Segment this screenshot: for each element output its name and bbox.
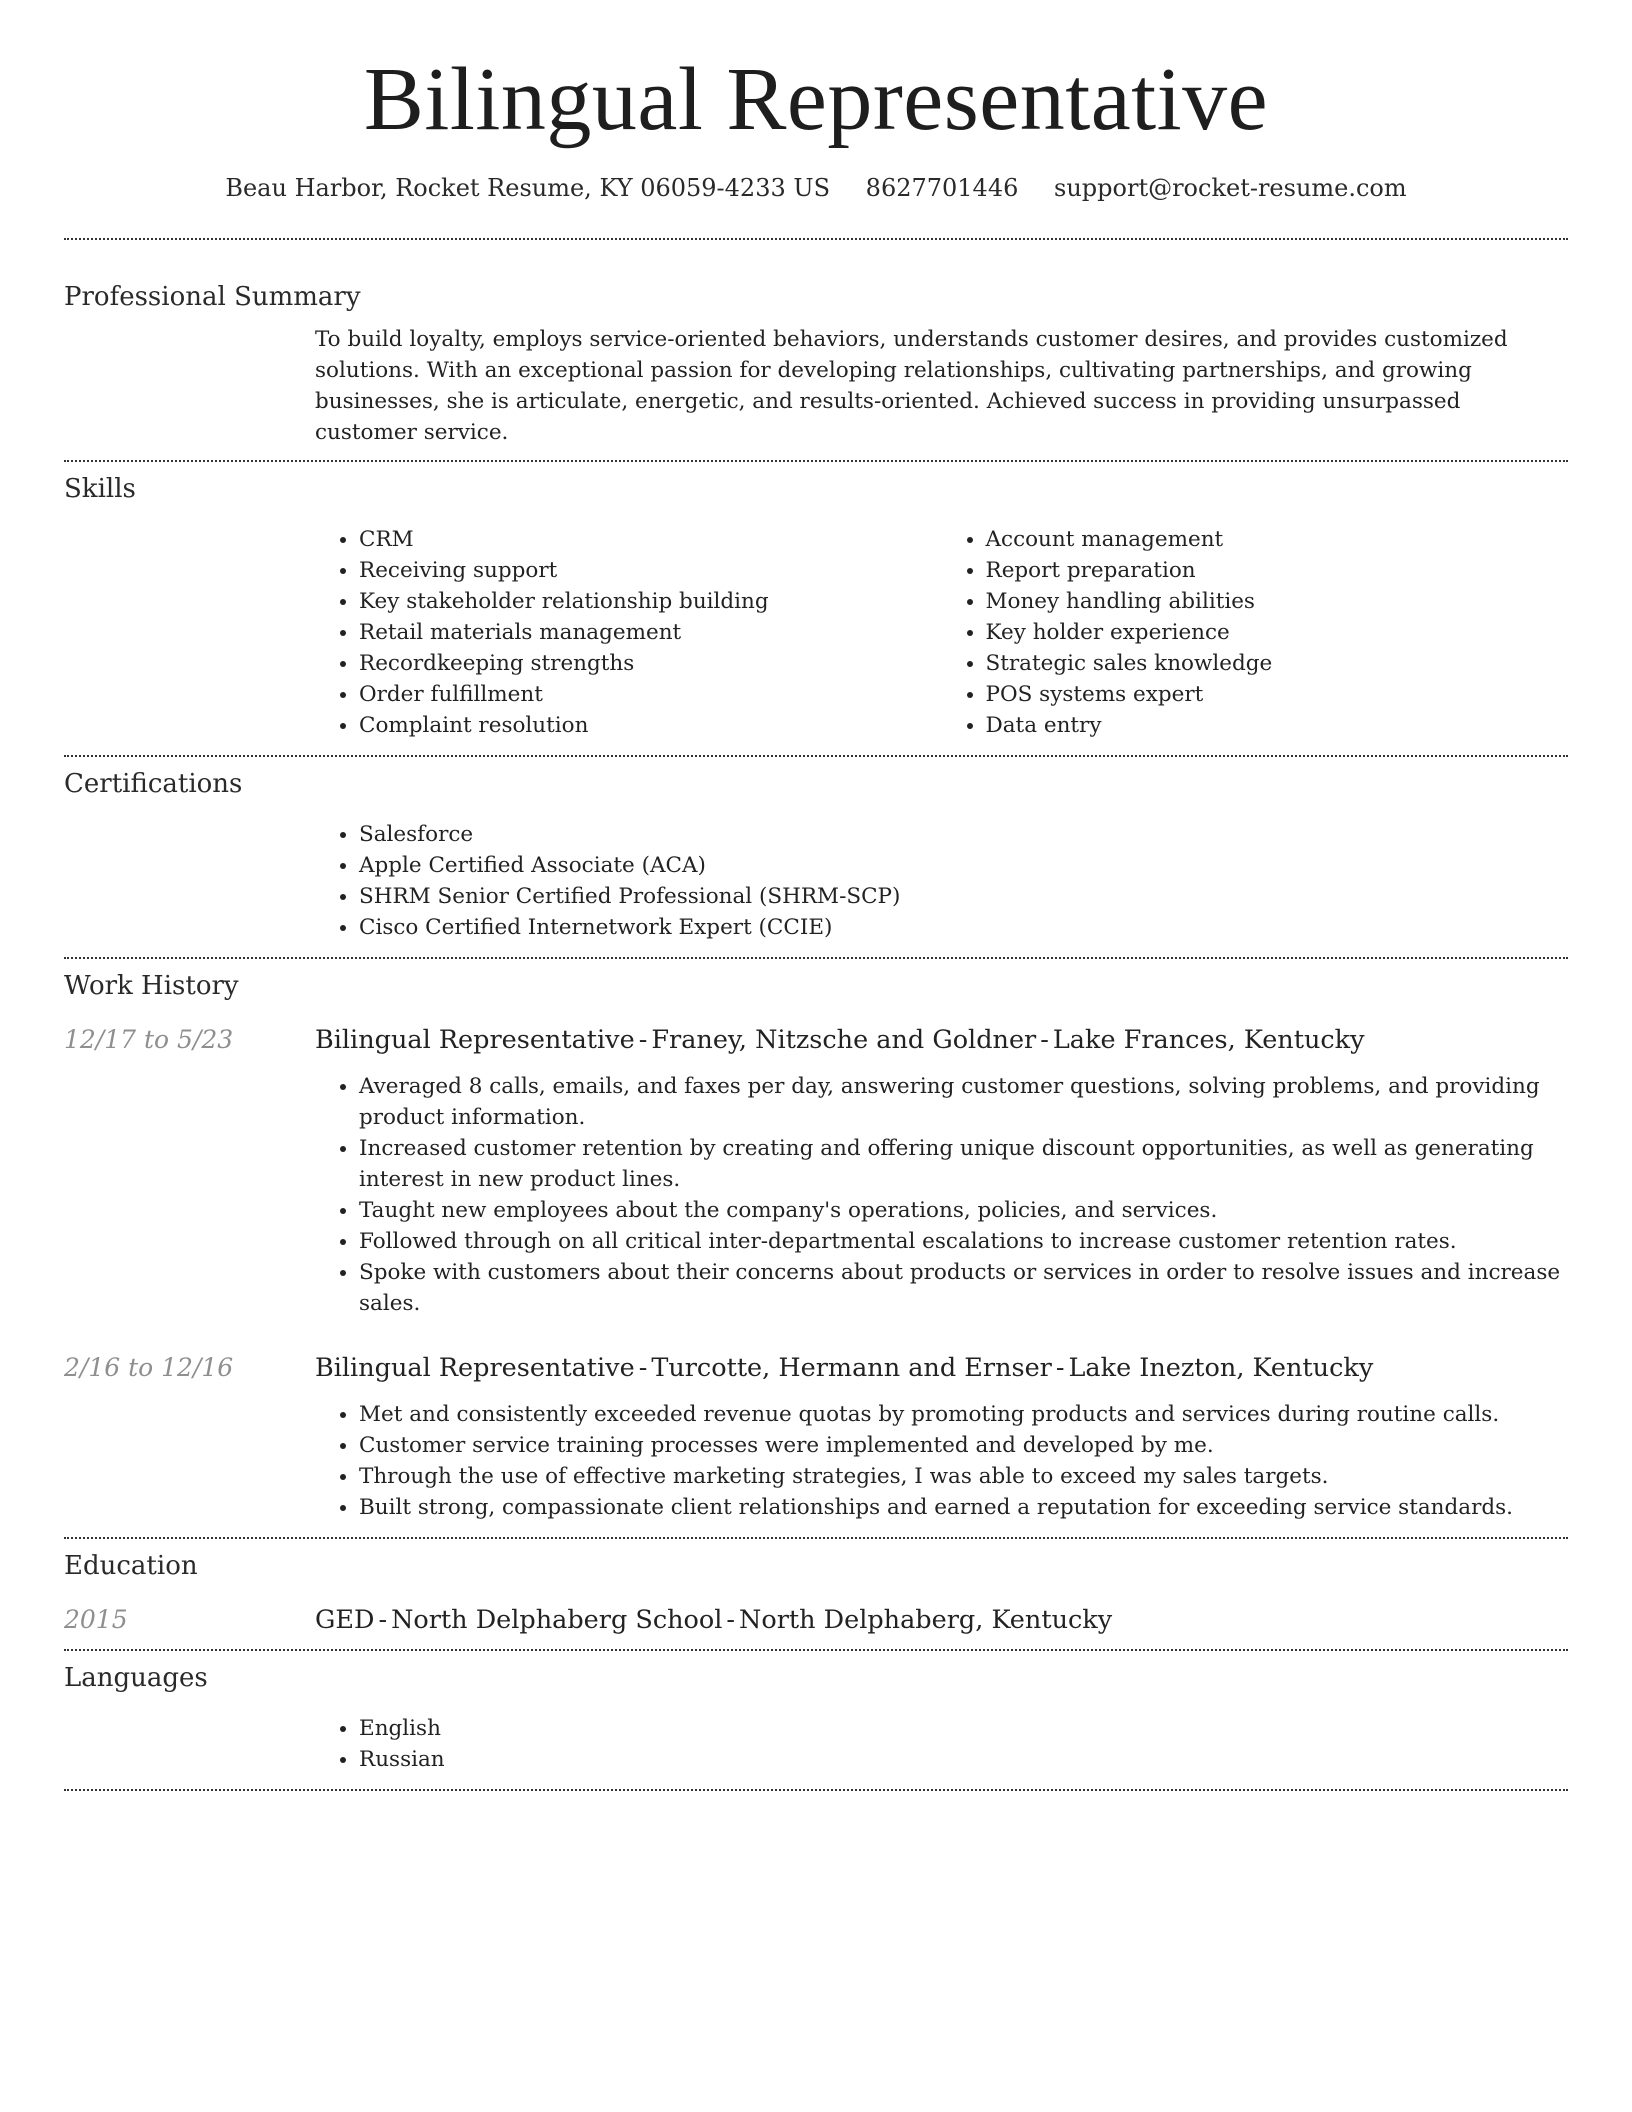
skills-list-left — [315, 524, 942, 741]
contact-phone: 8627701446 — [865, 174, 1019, 202]
skill-item: • Money handling abilities — [986, 586, 1569, 617]
education-year: 2015 — [64, 1605, 128, 1634]
section-title-certifications: Certifications — [64, 769, 243, 799]
job-header — [64, 1023, 1568, 1057]
job-bullet: • Customer service training processes were implemented and developed by me. — [359, 1430, 1568, 1461]
summary-text: To build loyalty, employs service-oriented behaviors, understands customer desires, and provides customized solutions. With an exceptional passion for developing relationships, cultivating partnerships, and growing businesses, she is articulate, energetic, and results-oriented. Achieved success in providing unsurpassed customer service. — [315, 327, 1508, 445]
job-title — [315, 1351, 1373, 1385]
contact-email: support@rocket-resume.com — [1054, 174, 1407, 202]
separator: - — [378, 1605, 388, 1635]
section-title-education: Education — [64, 1551, 198, 1581]
job-header — [64, 1351, 1568, 1385]
language-item: • English — [359, 1713, 1568, 1744]
language-item: • Russian — [359, 1744, 1568, 1775]
job-bullet: • Met and consistently exceeded revenue quotas by promoting products and services during routine calls. — [359, 1399, 1568, 1430]
education-location: North Delphaberg, Kentucky — [739, 1605, 1113, 1635]
separator: - — [1040, 1025, 1049, 1055]
job-bullet: • Followed through on all critical inter-departmental escalations to increase customer retention rates. — [359, 1226, 1568, 1257]
education-section — [64, 1539, 1568, 1649]
languages-body — [315, 1713, 1568, 1775]
job-bullet: • Through the use of effective marketing strategies, I was able to exceed my sales targets. — [359, 1461, 1568, 1492]
work-history-section — [64, 959, 1568, 1537]
skills-grid — [315, 524, 1568, 741]
job-role: Bilingual Representative — [315, 1353, 635, 1383]
languages-list — [315, 1713, 1568, 1775]
section-title-summary: Professional Summary — [64, 282, 361, 312]
job-bullets — [315, 1071, 1568, 1319]
skills-list-right — [942, 524, 1569, 741]
job-dates: 2/16 to 12/16 — [64, 1353, 234, 1382]
skill-item: • Order fulfillment — [359, 679, 942, 710]
job-bullets — [315, 1399, 1568, 1523]
education-school: North Delphaberg School — [391, 1605, 723, 1635]
skill-item: • Complaint resolution — [359, 710, 942, 741]
skill-item: • CRM — [359, 524, 942, 555]
certification-item: • SHRM Senior Certified Professional (SHRM-SCP) — [359, 881, 1568, 912]
section-title-skills: Skills — [64, 474, 136, 504]
job-location: Lake Frances, Kentucky — [1052, 1025, 1365, 1055]
divider — [64, 1789, 1568, 1791]
job-details — [315, 1071, 1568, 1319]
summary-section — [64, 240, 1568, 460]
contact-address: Beau Harbor, Rocket Resume, KY 06059-4233 US — [225, 174, 831, 202]
certifications-body — [315, 819, 1568, 943]
skill-item: • Strategic sales knowledge — [986, 648, 1569, 679]
skill-item: • Retail materials management — [359, 617, 942, 648]
certifications-list — [315, 819, 1568, 943]
skill-item: • Account management — [986, 524, 1569, 555]
skill-item: • Data entry — [986, 710, 1569, 741]
skills-section — [64, 462, 1568, 755]
job-details — [315, 1399, 1568, 1523]
section-title-languages: Languages — [64, 1663, 208, 1693]
job-title — [315, 1023, 1365, 1057]
job-role: Bilingual Representative — [315, 1025, 635, 1055]
job-bullet: • Spoke with customers about their concerns about products or services in order to resolve issues and increase sales. — [359, 1257, 1568, 1319]
section-title-work-history: Work History — [64, 971, 239, 1001]
separator: - — [638, 1353, 648, 1383]
job-bullet: • Averaged 8 calls, emails, and faxes per day, answering customer questions, solving problems, and providing product information. — [359, 1071, 1568, 1133]
certification-item: • Apple Certified Associate (ACA) — [359, 850, 1568, 881]
contact-line — [64, 172, 1568, 204]
skill-item: • Key stakeholder relationship building — [359, 586, 942, 617]
job-bullet: • Built strong, compassionate client relationships and earned a reputation for exceeding service standards. — [359, 1492, 1568, 1523]
skill-item: • Report preparation — [986, 555, 1569, 586]
job-employer: Turcotte, Hermann and Ernser — [651, 1353, 1052, 1383]
separator: - — [638, 1025, 648, 1055]
separator: - — [726, 1605, 736, 1635]
job-dates: 12/17 to 5/23 — [64, 1025, 234, 1054]
skill-item: • Recordkeeping strengths — [359, 648, 942, 679]
summary-body — [315, 324, 1568, 448]
skill-item: • Receiving support — [359, 555, 942, 586]
education-entry — [64, 1603, 1568, 1637]
skill-item: • POS systems expert — [986, 679, 1569, 710]
certification-item: • Cisco Certified Internetwork Expert (CCIE) — [359, 912, 1568, 943]
certifications-section — [64, 757, 1568, 957]
job-location: Lake Inezton, Kentucky — [1068, 1353, 1374, 1383]
education-degree: GED — [315, 1605, 375, 1635]
job-bullet: • Increased customer retention by creating and offering unique discount opportunities, as well as generating interest in new product lines. — [359, 1133, 1568, 1195]
job-bullet: • Taught new employees about the company's operations, policies, and services. — [359, 1195, 1568, 1226]
separator: - — [1055, 1353, 1065, 1383]
candidate-name: Bilingual Representative — [363, 50, 1269, 149]
languages-section — [64, 1651, 1568, 1789]
education-title — [315, 1603, 1112, 1637]
job-employer: Franey, Nitzsche and Goldner — [651, 1025, 1037, 1055]
skill-item: • Key holder experience — [986, 617, 1569, 648]
certification-item: • Salesforce — [359, 819, 1568, 850]
